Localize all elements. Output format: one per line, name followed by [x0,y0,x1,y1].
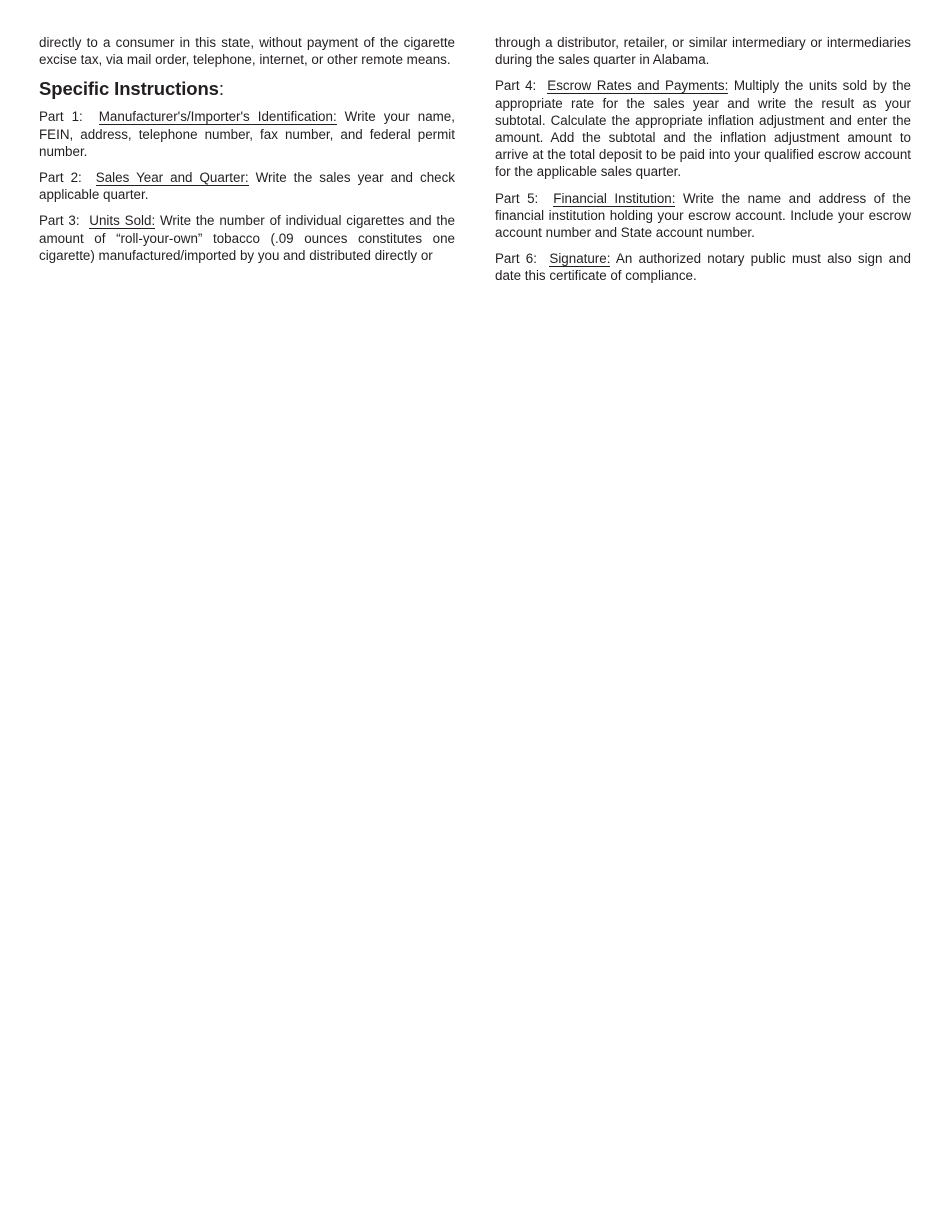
part-3-text: Write the number of individual cigarettes and the amount of “roll-your-own” tobacco (.09 ounces constitutes one cigarette) manufactured/imported by you and distributed directly or [39,213,455,263]
part-1-text: Write your name, FEIN, address, telephone number, fax number, and federal permit number. [39,109,455,159]
part-2-paragraph [39,169,455,203]
left-column [39,34,455,273]
part-1-label: Part 1: [39,109,83,125]
part-6-title: Signature: [549,251,611,267]
part-2-text: Write the sales year and check applicable quarter. [39,170,455,203]
section-heading [39,77,455,101]
part-4-label: Part 4: [495,78,537,94]
part-4-paragraph [495,77,911,180]
part-1-paragraph [39,108,455,160]
part-6-text: An authorized notary public must also sign and date this certificate of compliance. [495,251,911,284]
left-intro-paragraph: directly to a consumer in this state, without payment of the cigarette excise tax, via mail order, telephone, internet, or other remote means. [39,35,455,68]
part-3-label: Part 3: [39,213,80,229]
part-4-text: Multiply the units sold by the appropriate rate for the sales year and write the result as your subtotal. Calculate the appropriate inflation adjustment and enter the amount. Add the subtotal and the inflation adjustment amount to arrive at the total deposit to be paid into your qualified escrow account for the applicable sales quarter. [495,78,911,180]
part-5-paragraph [495,190,911,242]
part-3-title: Units Sold: [89,213,156,229]
part-6-label: Part 6: [495,251,537,267]
part-2-title: Sales Year and Quarter: [95,170,249,186]
part-1-title: Manufacturer's/Importer's Identification: [98,109,337,125]
right-intro-paragraph: through a distributor, retailer, or similar intermediary or intermediaries during the sales quarter in Alabama. [495,35,911,68]
part-5-text: Write the name and address of the financial institution holding your escrow account. Include your escrow account number and State account number. [495,190,911,241]
part-4-title: Escrow Rates and Payments: [547,78,729,94]
right-column [495,34,911,294]
section-heading-text: Specific Instructions [39,78,219,100]
part-3-paragraph [39,212,455,264]
section-heading-colon: : [218,78,224,100]
part-2-label: Part 2: [39,170,82,186]
part-5-title: Financial Institution: [553,190,676,206]
part-5-label: Part 5: [495,190,539,206]
part-6-paragraph [495,250,911,284]
